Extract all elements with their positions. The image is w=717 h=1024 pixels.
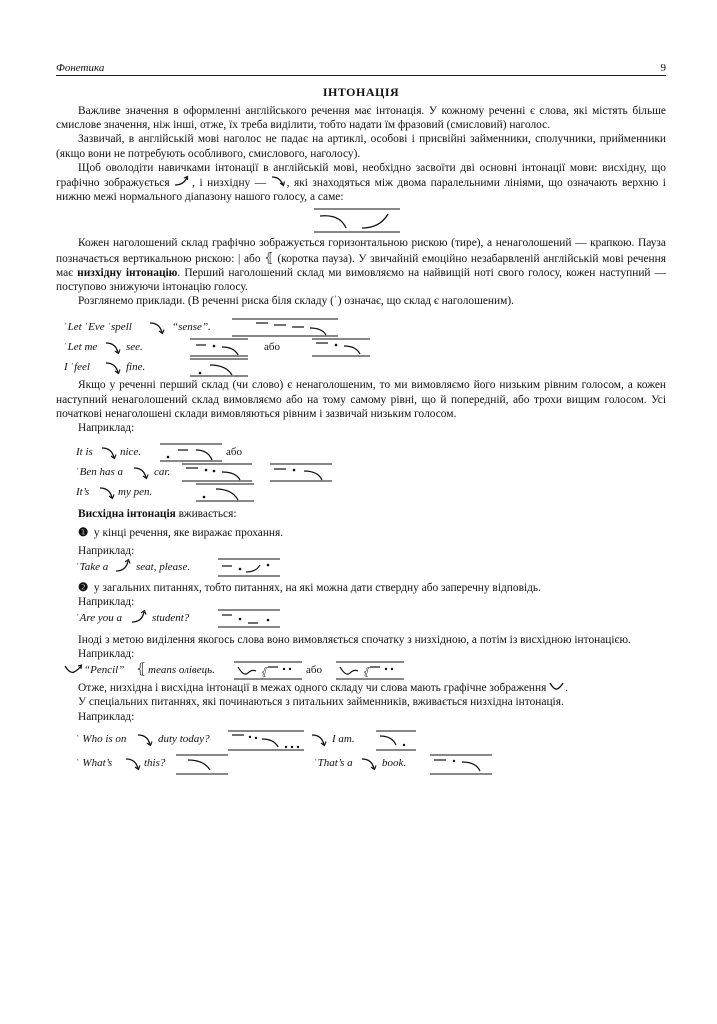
example-label: Наприклад:: [78, 710, 135, 723]
example-let-me-see: ˈLet me see. або: [56, 338, 666, 358]
running-header: [56, 62, 666, 76]
intonation-stave: [188, 336, 250, 358]
notation-paragraph: Кожен наголошений склад графічно зображується горизонтальною рискою (тире), а ненаголошений — крапкою. Пауза позначається вертикальною рискою: | або ⦃ (коротка пауза). У звичайній емоційно незабарвленій англійській мові речення має низхідну інтонацію. Перший наголошений склад ми вимовляємо на найвищій ноті свого голосу, кожен наступний — поступово знижуючи інтонацію голосу.: [56, 237, 666, 294]
intonation-stave: [374, 728, 418, 752]
rising-tone-icon: [130, 609, 150, 625]
wh-questions-paragraph: У спеціальних питаннях, які починаються з питальних займенників, вживається низхідна інтонація.: [78, 696, 564, 709]
falling-tone-icon: [124, 756, 144, 772]
example-take-a-seat: ˈTake a seat, please.: [56, 558, 666, 578]
example-pencil-means: “Pencil” ⦃ means олівець. ⦃ або ⦃: [56, 661, 666, 681]
unstressed-paragraph: Якщо у реченні перший склад (чи слово) є ненаголошеним, то ми вимовляємо його низьким рівним голосом, а кожен наступний ненаголошений склад вимовляємо або на тому самому рівні, що й попередній, або трохи вищим голосом. Усі початкові ненаголошені склади вимовляються рівним і зазвичай низьким голосом.: [56, 379, 666, 420]
falling-tone-icon: [136, 732, 156, 748]
short-pause-icon: ⦃: [264, 249, 274, 265]
intonation-stave: [180, 461, 254, 483]
intonation-stave: [216, 556, 282, 578]
example-it-is-nice: It is nice. або: [56, 443, 666, 463]
tone-lines-graphic: [312, 206, 402, 236]
falling-tone-icon: [271, 175, 287, 187]
falling-tone-icon: [98, 485, 118, 501]
example-label: Наприклад:: [78, 422, 135, 435]
rising-tone-icon: [174, 175, 192, 187]
example-its-my-pen: It’s my pen.: [56, 483, 666, 503]
intonation-stave: [428, 752, 494, 776]
intonation-stave: [268, 461, 334, 483]
falling-tone-icon: [104, 340, 124, 356]
rising-bullet-2: ❷ у загальних питаннях, тобто питаннях, на які можна дати ствердну або заперечну відповідь.: [78, 582, 541, 595]
intonation-stave: [230, 316, 340, 338]
falling-tone-icon: [310, 732, 330, 748]
fall-rise-tone-icon: [64, 663, 84, 677]
bullet-number-icon: ❷: [78, 582, 89, 595]
intro-paragraph-1: Важливе значення в оформленні англійського речення має інтонація. У кожному реченні є слова, які містять більше смислове значення, ніж інші, отже, їх треба виділити, тобто надати їм фразовий (смисловий) наголос.: [56, 105, 666, 132]
intonation-stave: [174, 752, 230, 776]
intonation-stave: [310, 336, 372, 358]
example-i-feel-fine: I ˈfeel fine.: [56, 358, 666, 378]
rising-heading: Висхідна інтонація вживається:: [78, 508, 237, 521]
example-label: Наприклад:: [78, 545, 135, 558]
falling-tone-icon: [148, 320, 168, 336]
falling-tone-icon: [360, 756, 380, 772]
intonation-stave: [158, 441, 224, 463]
short-pause-icon: ⦃: [136, 662, 147, 678]
example-label: Наприклад:: [78, 596, 135, 609]
falling-tone-icon: [104, 360, 124, 376]
fallrise-summary: Отже, низхідна і висхідна інтонації в межах одного складу чи слова мають графічне зображення .: [78, 682, 569, 695]
page-title: ІНТОНАЦІЯ: [322, 85, 400, 99]
examples-intro: Розглянемо приклади. (В реченні риска біля складу (ˈ) означає, що склад є наголошеним).: [78, 295, 514, 308]
falling-tone-icon: [100, 445, 120, 461]
tone-range-diagram: [56, 204, 666, 236]
intro-paragraph-3: Щоб оволодіти навичками інтонації в англійській мові, необхідно засвоїти дві основні інтонації мови: висхідну, що графічно зображується , і низхідну — , які знаходяться між двома паралельними лініями, що означають верхню і нижню межі нормального діапазону нашого голосу, а саме:: [56, 161, 666, 204]
intonation-stave: [188, 356, 250, 378]
falling-tone-icon: [132, 465, 152, 481]
svg-text:⦃: ⦃: [260, 667, 268, 679]
example-label: Наприклад:: [78, 648, 135, 661]
page: [56, 62, 666, 778]
svg-text:⦃: ⦃: [362, 667, 370, 679]
intonation-stave: [194, 481, 256, 503]
example-ben-has-a-car: ˈBen has a car.: [56, 463, 666, 483]
page-number: 9: [660, 62, 666, 74]
intonation-stave: [226, 728, 306, 752]
fallrise-paragraph: Іноді з метою виділення якогось слова воно вимовляється спочатку з низхідною, а потім із висхідною інтонацією.: [78, 634, 631, 647]
intro-paragraph-2: Зазвичай, в англійській мові наголос не падає на артиклі, особові і присвійні займенники, сполучники, прийменники (якщо вони не потребують особливого, смислового, наголосу).: [56, 133, 666, 160]
intonation-stave: [232, 659, 304, 681]
example-let-eve-spell: ˈLet ˈEve ˈspell “sense”.: [56, 318, 666, 338]
rising-tone-icon: [114, 558, 134, 574]
example-whats-this: ˈ What’s this? ˈThat’s a book.: [56, 754, 666, 778]
fall-rise-tone-icon: [549, 681, 565, 691]
intonation-stave: [216, 607, 282, 629]
intonation-stave: [334, 659, 406, 681]
section-name: Фонетика: [56, 62, 105, 74]
rising-bullet-1: ❶ у кінці речення, яке виражає прохання.: [78, 527, 284, 540]
bullet-number-icon: ❶: [78, 527, 89, 540]
example-are-you-a-student: ˈAre you a student?: [56, 609, 666, 629]
example-who-is-on-duty: ˈ Who is on duty today? I am.: [56, 730, 666, 754]
